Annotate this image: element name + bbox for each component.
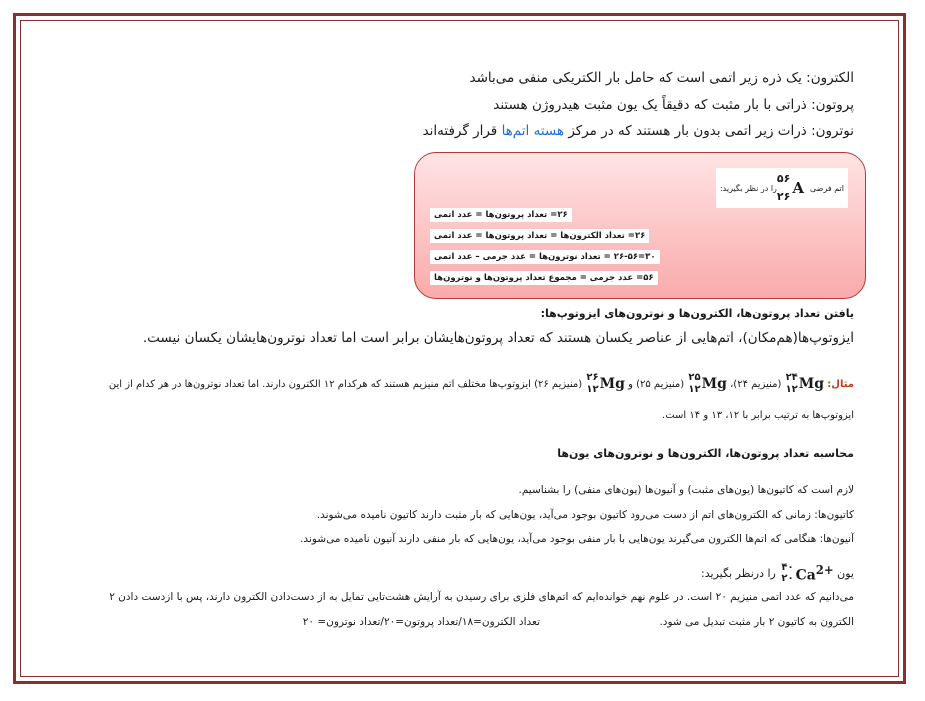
mass-number: ۵۶	[776, 172, 791, 185]
neutron-text: نوترون: ذرات زیر اتمی بدون بار هستند که در مرکز	[564, 123, 854, 139]
mg25-name: (منیزیم ۲۵) و	[628, 378, 685, 390]
fact-mass-number: ۵۶= عدد جرمی = مجموع تعداد پروتون‌ها و نوترون‌ها	[430, 271, 658, 285]
proton-definition: پروتون: ذراتی با بار مثبت که دقیقاً یک یون مثبت هیدروژن هستند	[493, 97, 854, 113]
nucleus-link[interactable]: هسته اتم‌ها	[501, 123, 565, 139]
isotopes-heading: یافتن تعداد پروتون‌ها، الکترون‌ها و نوترون‌های ایزوتوپ‌ها:	[540, 307, 854, 320]
example-text: ایزوتوپ‌ها مختلف اتم منیزیم هستند که هرکدام ۱۲ الکترون دارند. اما تعداد نوترون‌ها در هر کدام از این	[108, 378, 531, 390]
fact-neutrons: ۳۰=۲۶-۵۶ = تعداد نوترون‌ها = عدد جرمی – عدد اتمی	[430, 250, 660, 264]
calcium-explanation: می‌دانیم که عدد اتمی منیزیم ۲۰ است. در علوم نهم خوانده‌ایم که اتم‌های فلزی برای رسیدن به آرایش هشت‌تایی تمایل به از دست‌دادن الکترون دارند، پس با ازدست دادن ۲	[109, 591, 854, 603]
calcium-charge: 2+	[815, 562, 834, 577]
ion-prefix: یون	[837, 566, 854, 580]
mg24-name: (منیزیم ۲۴)،	[730, 378, 782, 390]
fact-electrons: ۲۶= تعداد الکترون‌ها = تعداد پروتون‌ها = عدد اتمی	[430, 229, 649, 243]
ions-heading: محاسبه تعداد پروتون‌ها، الکترون‌ها و نوترون‌های یون‌ها	[557, 447, 854, 460]
atomic-number: ۲۶	[776, 190, 791, 203]
mg26-symbol: Mg	[599, 376, 625, 392]
calcium-symbol: $Ca^{2+}$	[795, 562, 834, 584]
ion-suffix: را درنظر بگیرید:	[701, 566, 776, 580]
calcium-counts: تعداد الکترون=۱۸/تعداد پروتون=۲۰/تعداد نوترون= ۲۰	[302, 616, 540, 628]
mg26-name: (منیزیم ۲۶)	[534, 378, 583, 390]
atom-numbers	[777, 170, 790, 206]
anions-definition: آنیون‌ها: هنگامی که اتم‌ها الکترون می‌گیرند یون‌هایی با بار منفی بوجود می‌آید، یون‌هایی که بار منفی دارند آنیون نامیده می‌شوند.	[300, 533, 854, 545]
atom-suffix: را در نظر بگیرید:	[719, 183, 777, 193]
electron-definition: الکترون: یک ذره زیر اتمی است که حامل بار الکتریکی منفی می‌باشد	[469, 70, 854, 86]
cations-definition: کاتیون‌ها: زمانی که الکترون‌های اتم از دست می‌رود کاتیون بوجود می‌آید، یون‌هایی که بار مثبت دارند کاتیون نامیده می‌شوند.	[316, 509, 854, 521]
mg25-numbers: ۲۵ ۱۲	[688, 372, 701, 395]
calcium-explanation-cont: الکترون به کاتیون ۲ بار مثبت تبدیل می شود.	[659, 616, 854, 628]
neutron-text-end: قرار گرفته‌اند	[422, 123, 502, 139]
mg24-numbers: ۲۴ ۱۲	[785, 372, 798, 395]
atom-notation-card	[716, 168, 848, 208]
example-label: مثال:	[827, 378, 854, 390]
calcium-ion-line	[701, 562, 854, 584]
isotopes-example	[109, 372, 854, 396]
fact-protons: ۲۶= تعداد پروتون‌ها = عدد اتمی	[430, 208, 572, 222]
atom-example-box	[414, 152, 866, 299]
atom-prefix: اتم فرضی	[809, 183, 844, 193]
ions-intro: لازم است که کاتیون‌ها (یون‌های مثبت) و آنیون‌ها (یون‌های منفی) را بشناسیم.	[518, 484, 854, 496]
isotopes-example-cont: ایزوتوپ‌ها به ترتیب برابر با ۱۲، ۱۳ و ۱۴ است.	[662, 410, 854, 421]
atom-symbol: A	[792, 179, 804, 197]
mg25-symbol: Mg	[701, 376, 727, 392]
calcium-numbers: ۴۰ ۲۰	[781, 562, 794, 584]
mg26-numbers: ۲۶ ۱۲	[586, 372, 599, 395]
mg24-symbol: Mg	[798, 376, 825, 392]
neutron-definition	[423, 123, 854, 139]
isotopes-definition: ایزوتوپ‌ها(هم‌مکان)، اتم‌هایی از عناصر یکسان هستند که تعداد پروتون‌هایشان برابر است اما تعداد نوترون‌هایشان یکسان نیست.	[142, 330, 854, 346]
